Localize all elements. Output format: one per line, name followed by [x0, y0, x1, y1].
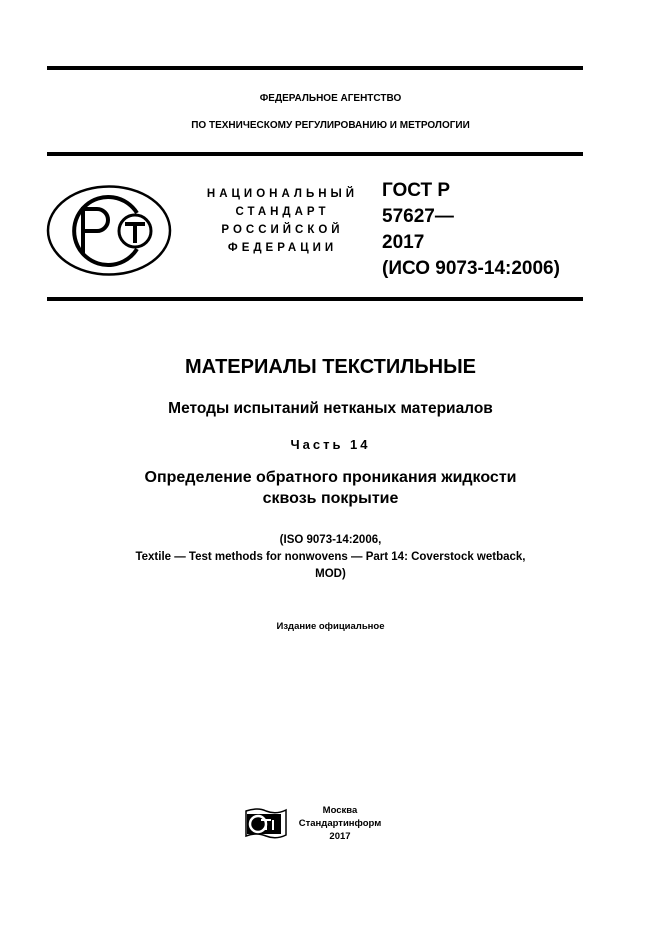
national-line: РОССИЙСКОЙ: [221, 224, 344, 236]
part-title-line-1: Определение обратного проникания жидкости: [144, 469, 517, 486]
edition-label: Издание официальное: [276, 621, 385, 632]
gost-line: 57627—: [382, 206, 454, 227]
publisher-year: 2017: [329, 831, 351, 842]
national-line: ФЕДЕРАЦИИ: [227, 242, 338, 254]
national-line: НАЦИОНАЛЬНЫЙ: [206, 188, 359, 200]
part-label: Часть 14: [290, 437, 371, 452]
national-standard-label: [190, 185, 375, 257]
agency-line-2: ПО ТЕХНИЧЕСКОМУ РЕГУЛИРОВАНИЮ И МЕТРОЛОГИИ: [191, 120, 470, 131]
publisher-info: [290, 804, 390, 843]
iso-ref-line-1: (ISO 9073-14:2006,: [279, 534, 382, 546]
gost-designation: [382, 178, 560, 282]
publisher-name: Стандартинформ: [298, 818, 382, 829]
gost-line: ГОСТ Р: [382, 180, 451, 201]
national-line: СТАНДАРТ: [235, 206, 330, 218]
rst-logo-icon: [45, 183, 173, 278]
standartinform-logo-icon: [244, 805, 288, 841]
subtitle: Методы испытаний нетканых материалов: [168, 400, 493, 417]
standard-rule: [47, 297, 583, 301]
iso-ref-line-3: MOD): [315, 568, 346, 580]
gost-line: 2017: [382, 232, 425, 253]
iso-ref-line-2: Textile — Test methods for nonwovens — Part 14: Coverstock wetback,: [135, 551, 526, 563]
agency-line-1: ФЕДЕРАЛЬНОЕ АГЕНТСТВО: [259, 93, 402, 104]
gost-line: (ИСО 9073-14:2006): [382, 258, 560, 279]
part-title-line-2: сквозь покрытие: [262, 490, 399, 507]
header-rule: [47, 152, 583, 156]
main-title: МАТЕРИАЛЫ ТЕКСТИЛЬНЫЕ: [184, 356, 477, 378]
top-rule: [47, 66, 583, 70]
publisher-city: Москва: [322, 805, 358, 816]
